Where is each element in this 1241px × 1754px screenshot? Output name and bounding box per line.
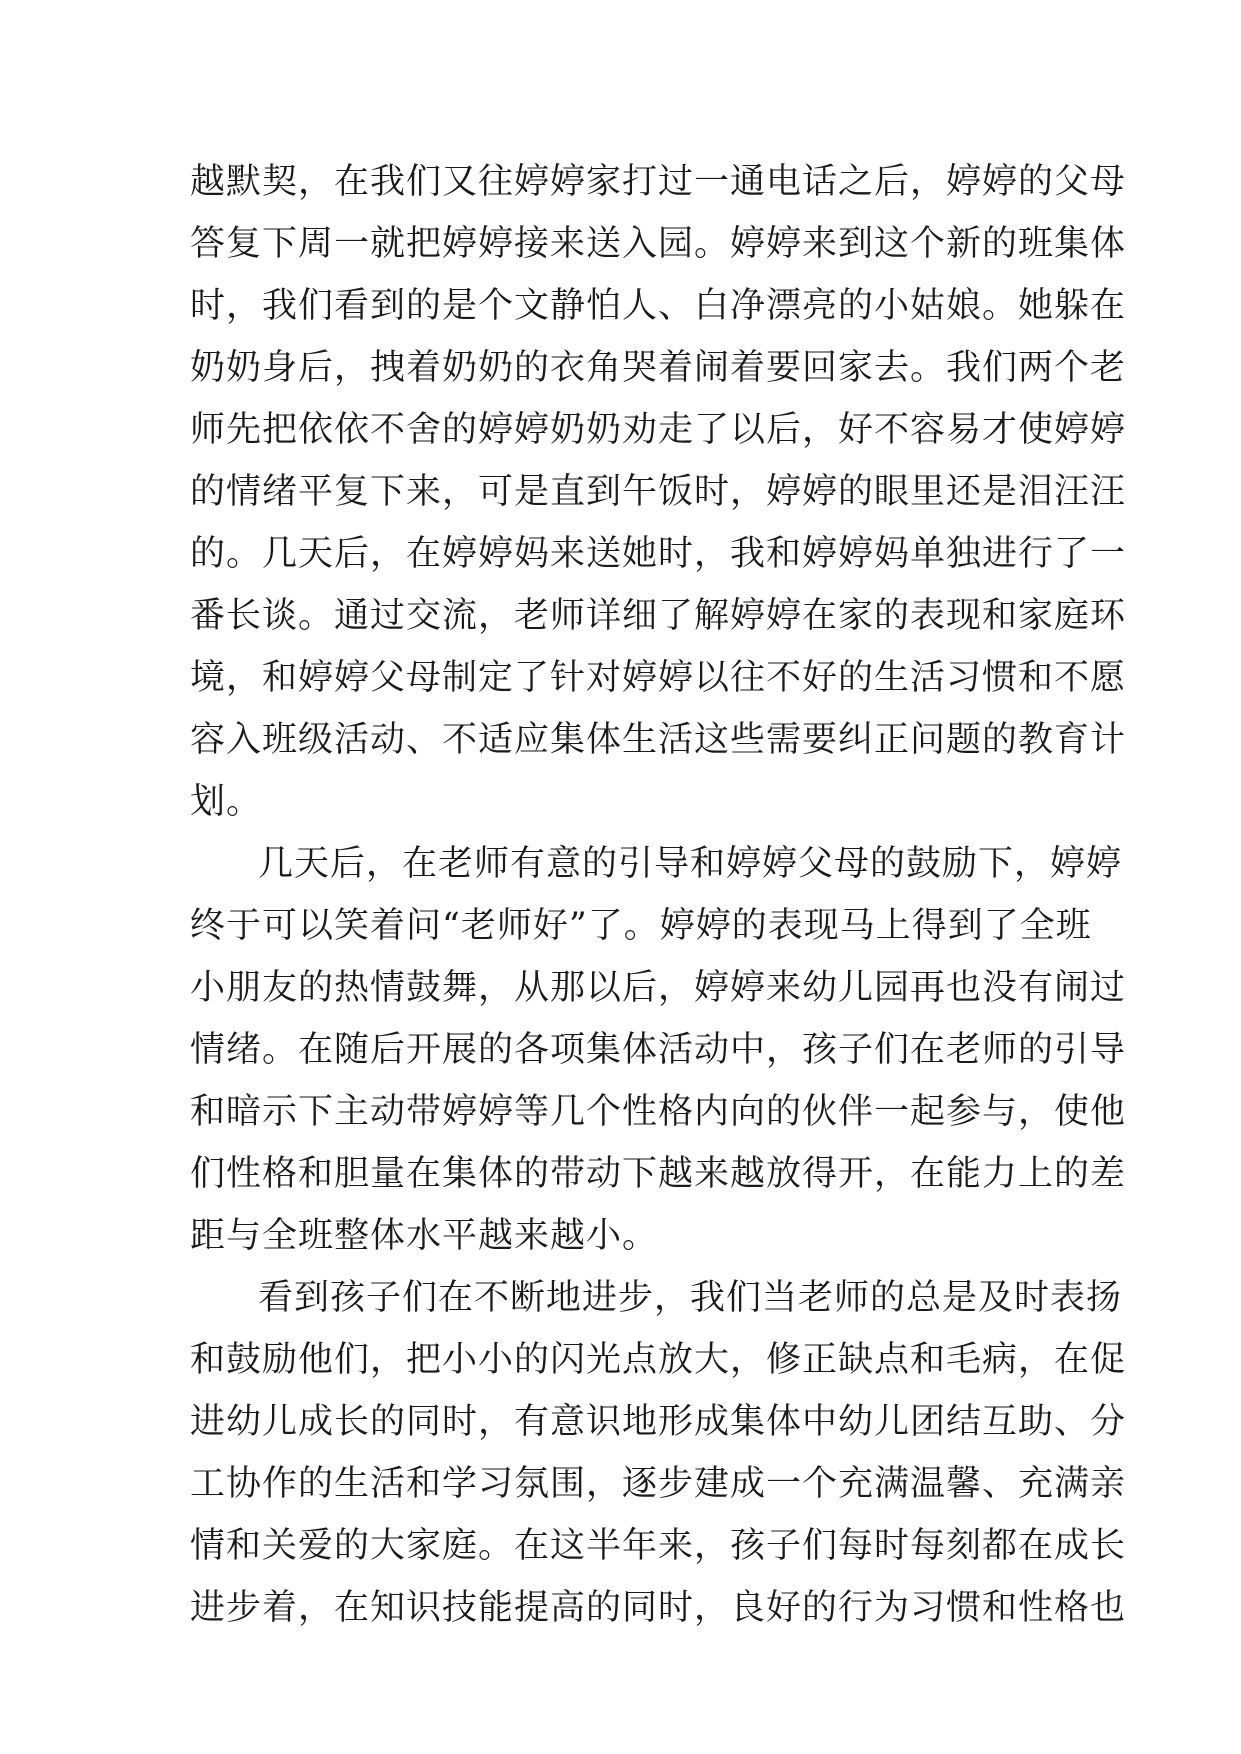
text-line: 师先把依依不舍的婷婷奶奶劝走了以后，好不容易才使婷婷 <box>190 410 1127 450</box>
text-line: 越默契，在我们又往婷婷家打过一通电话之后，婷婷的父母 <box>190 162 1127 202</box>
text-line: 情和关爱的大家庭。在这半年来，孩子们每时每刻都在成长 <box>190 1526 1127 1566</box>
text-line: 的。几天后，在婷婷妈来送她时，我和婷婷妈单独进行了一 <box>190 534 1127 574</box>
text-line: 境，和婷婷父母制定了针对婷婷以往不好的生活习惯和不愿 <box>190 658 1127 698</box>
text-line: 小朋友的热情鼓舞，从那以后，婷婷来幼儿园再也没有闹过 <box>190 968 1127 1008</box>
text-line: 和暗示下主动带婷婷等几个性格内向的伙伴一起参与，使他 <box>190 1092 1127 1132</box>
text-line: 划。 <box>190 782 263 822</box>
text-line: 答复下周一就把婷婷接来送入园。婷婷来到这个新的班集体 <box>190 224 1127 264</box>
paragraph-first-line: 几天后，在老师有意的引导和婷婷父母的鼓励下，婷婷 <box>258 844 1123 884</box>
text-line: 奶奶身后，拽着奶奶的衣角哭着闹着要回家去。我们两个老 <box>190 348 1127 388</box>
text-line: 容入班级活动、不适应集体生活这些需要纠正问题的教育计 <box>190 720 1127 760</box>
text-line: 终于可以笑着问“老师好”了。婷婷的表现马上得到了全班 <box>190 906 1092 946</box>
text-line: 番长谈。通过交流，老师详细了解婷婷在家的表现和家庭环 <box>190 596 1127 636</box>
text-line: 们性格和胆量在集体的带动下越来越放得开，在能力上的差 <box>190 1154 1127 1194</box>
paragraph-first-line: 看到孩子们在不断地进步，我们当老师的总是及时表扬 <box>258 1278 1123 1318</box>
text-line: 情绪。在随后开展的各项集体活动中，孩子们在老师的引导 <box>190 1030 1127 1070</box>
text-line: 工协作的生活和学习氛围，逐步建成一个充满温馨、充满亲 <box>190 1464 1127 1504</box>
text-line: 距与全班整体水平越来越小。 <box>190 1216 659 1256</box>
text-line: 的情绪平复下来，可是直到午饭时，婷婷的眼里还是泪汪汪 <box>190 472 1127 512</box>
text-line: 时，我们看到的是个文静怕人、白净漂亮的小姑娘。她躲在 <box>190 286 1127 326</box>
text-line: 和鼓励他们，把小小的闪光点放大，修正缺点和毛病，在促 <box>190 1340 1127 1380</box>
text-line: 进幼儿成长的同时，有意识地形成集体中幼儿团结互助、分 <box>190 1402 1127 1442</box>
text-line: 进步着，在知识技能提高的同时，良好的行为习惯和性格也 <box>190 1588 1127 1628</box>
